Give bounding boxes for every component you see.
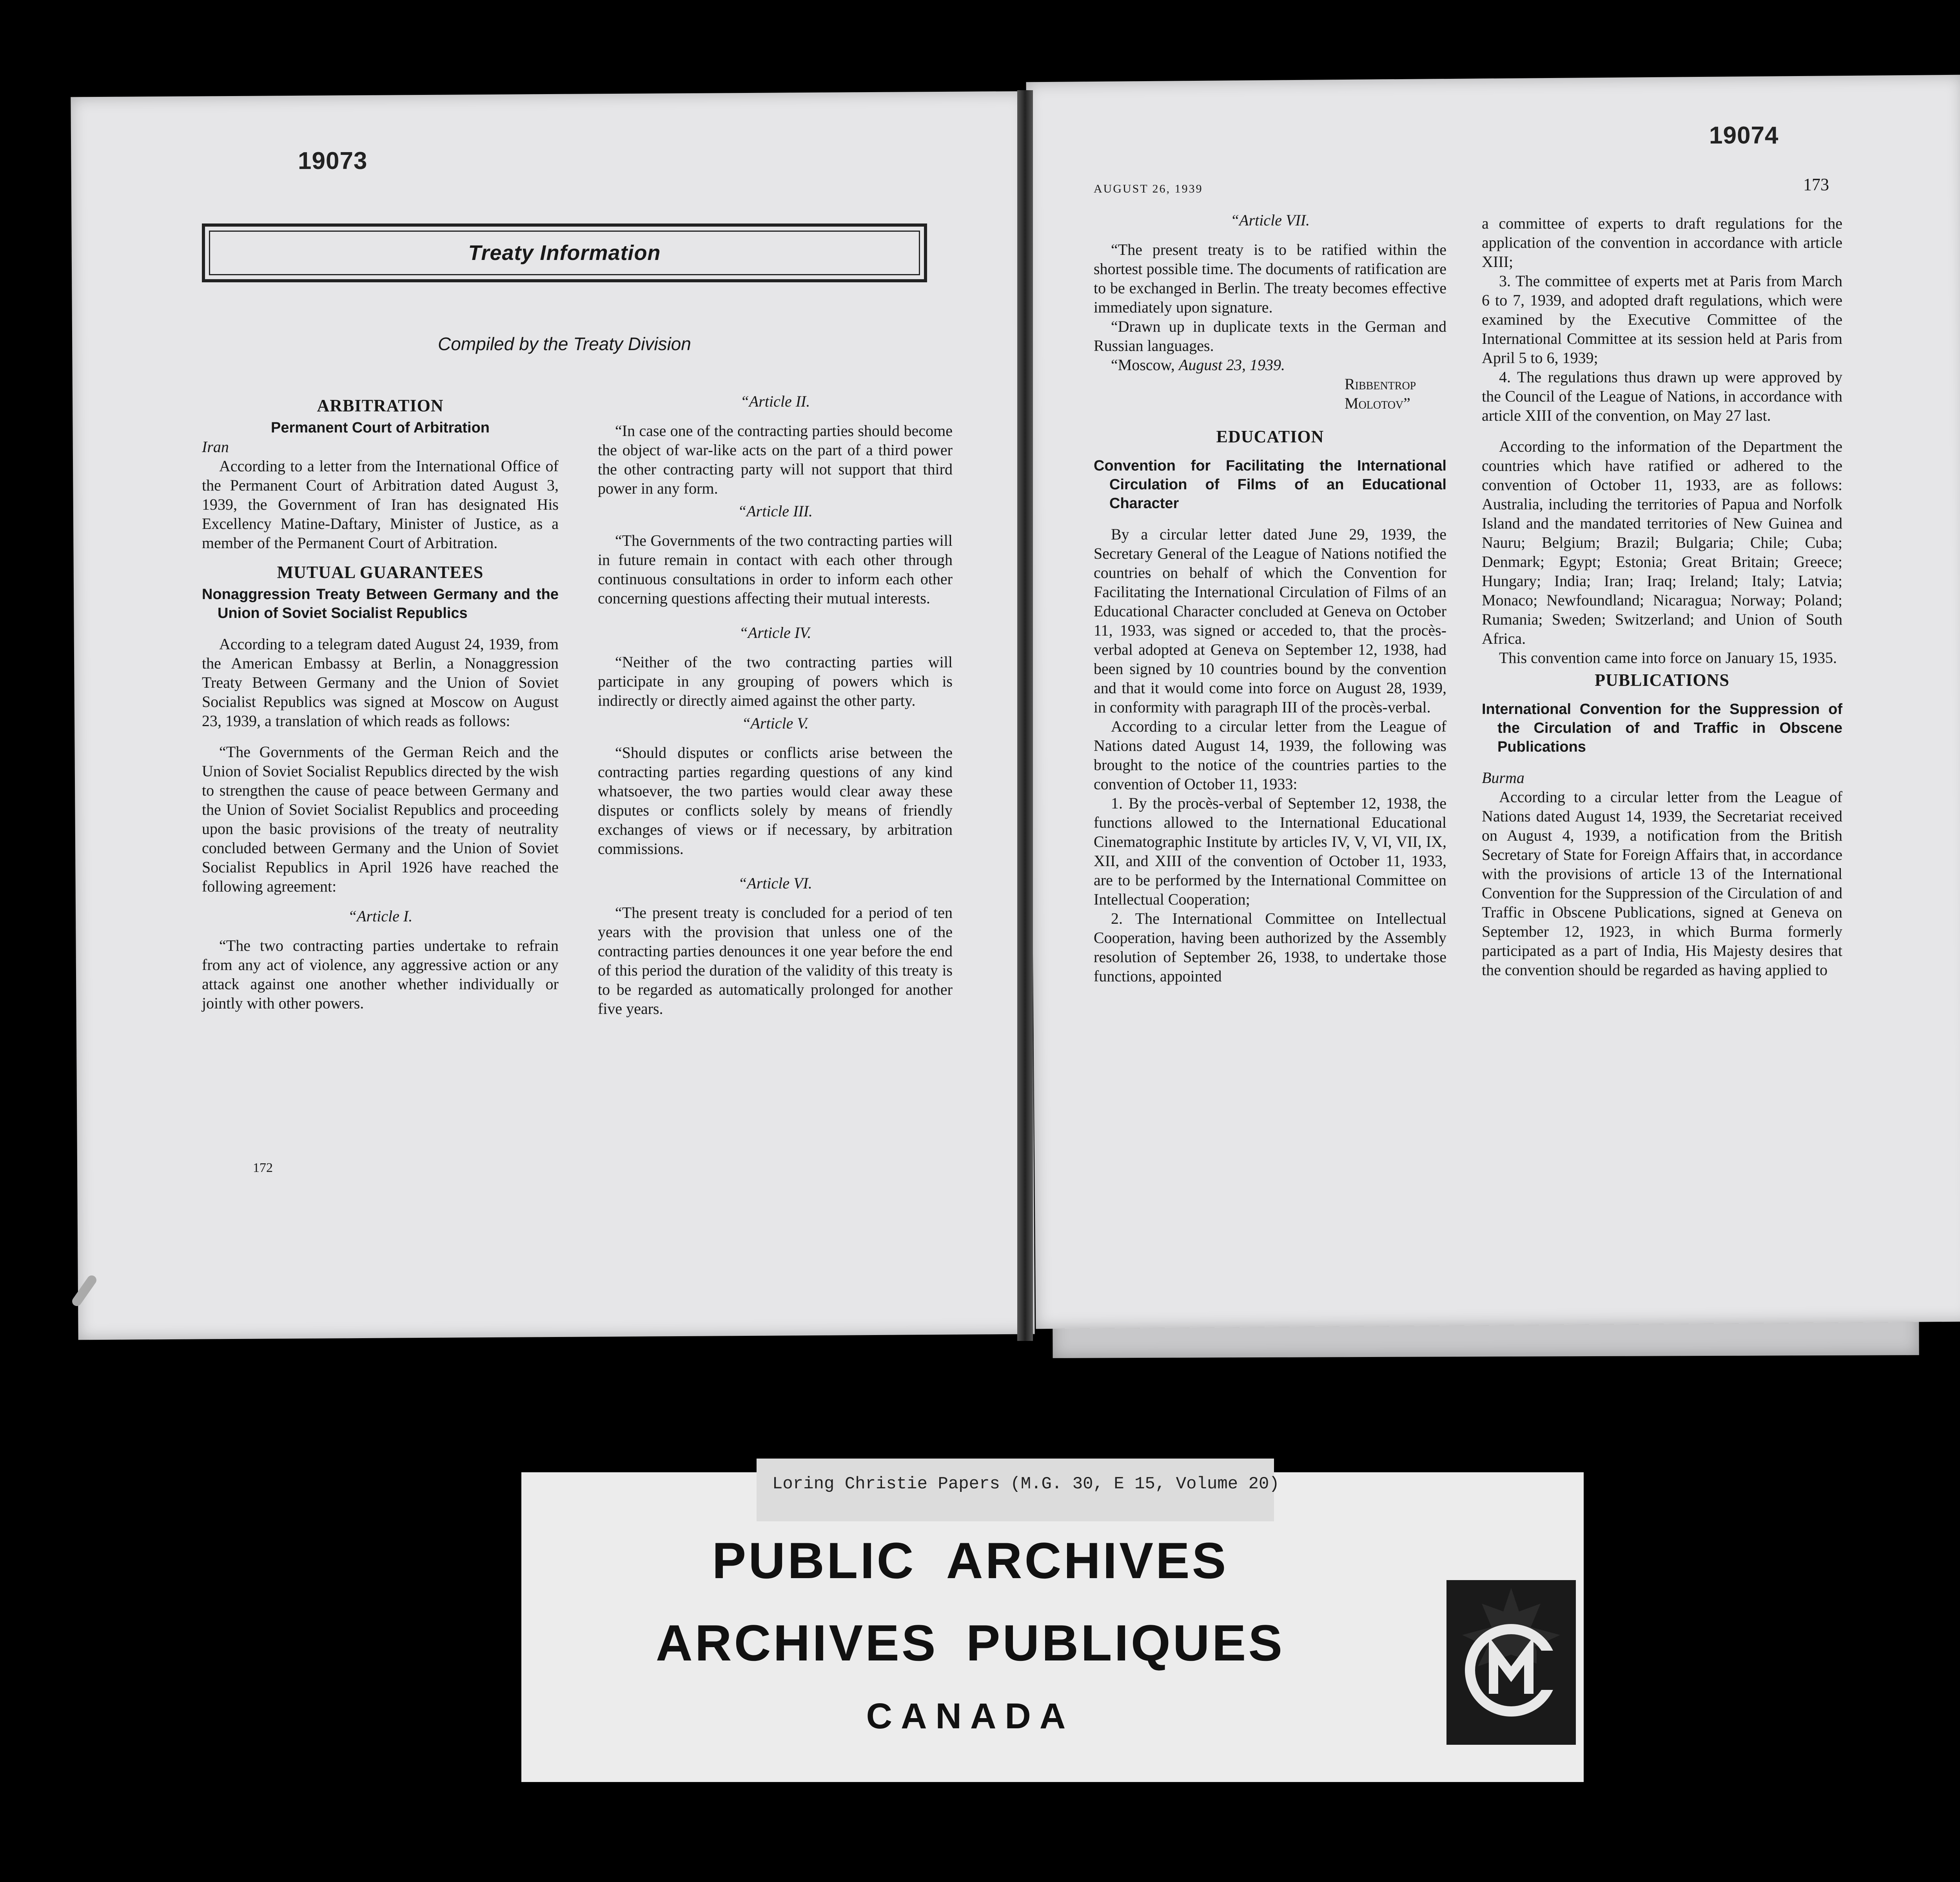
moscow-prefix: “Moscow,: [1111, 356, 1175, 374]
moscow-date: August 23, 1939.: [1178, 356, 1285, 374]
right-stamp-number: 19074: [1709, 122, 1779, 149]
article-1-text: “The two contracting parties undertake to refrain from any act of violence, any aggressive action or any attack against one another whether individually or jointly with other powers.: [202, 937, 559, 1012]
article-6-heading: “Article VI.: [738, 874, 812, 892]
right-page-number: 173: [1803, 175, 1829, 194]
mutual-guarantees-heading: MUTUAL GUARANTEES: [277, 563, 484, 582]
paris-meeting-para: 3. The committee of experts met at Paris from March 6 to 7, 1939, and adopted draft regulations, which were examined by the Executive Committee of the International Committee at its session held at Paris from April 5 to 6, 1939;: [1482, 272, 1842, 367]
archive-title-french: ARCHIVES PUBLIQUES: [655, 1614, 1285, 1671]
archives-logo: [1446, 1580, 1576, 1745]
committee-para: a committee of experts to draft regulations for the application of the convention in accordance with article XIII;: [1482, 214, 1842, 271]
left-col-1: [202, 396, 559, 1013]
iran-label: Iran: [202, 438, 229, 456]
education-para-1: By a circular letter dated June 29, 1939, the Secretary General of the League of Nations notified the countries on behalf of which the Convention for Facilitating the International Circulation of Films of an Educational Character concluded at Geneva on October 11, 1933, was signed or acceded to, that the procès-verbal adopted at Geneva on September 12, 1938, had been signed by 10 countries bound by the convention and that it would come into force on August 28, 1939, in conformity with paragraph III of the procès-verbal.: [1094, 525, 1446, 716]
archives-emblem-icon: [1446, 1580, 1576, 1745]
nonaggression-para-1: According to a telegram dated August 24, 1939, from the American Embassy at Berlin, a Nonaggression Treaty Between Germany and the Union of Soviet Socialist Republics was signed at Moscow on August 23, 1939, a translation of which reads as follows:: [202, 635, 559, 730]
article-3-heading: “Article III.: [737, 502, 813, 520]
archive-country: CANADA: [866, 1696, 1074, 1736]
ratified-countries-para: According to the information of the Department the countries which have ratified or adhered to the convention of October 11, 1933, are as follows: Australia, including the territories of Papua and Norfolk Island and the mandated territories of New Guinea and Nauru; Belgium; Brazil; Bulgaria; Chile; Cuba; Denmark; Egypt; Estonia; Great Britain; Greece; Hungary; India; Iran; Iraq; Ireland; Italy; Latvia; Monaco; Newfoundland; Nicaragua; Norway; Poland; Rumania; Sweden; Switzerland; and Union of South Africa.: [1482, 438, 1842, 647]
in-force-para: This convention came into force on January 15, 1935.: [1499, 649, 1837, 667]
article-4-heading: “Article IV.: [739, 624, 811, 641]
pca-heading: Permanent Court of Arbitration: [270, 420, 490, 436]
article-7-text: “The present treaty is to be ratified within the shortest possible time. The documents of ratification are to be exchanged in Berlin. The treaty becomes effective immediately upon signature.: [1094, 241, 1446, 316]
signer-molotov: Molotov”: [1345, 394, 1410, 412]
compiled-by: Compiled by the Treaty Division: [438, 334, 691, 354]
banner-inner-border: [209, 231, 920, 275]
iran-paragraph: According to a letter from the International Office of the Permanent Court of Arbitration dated August 3, 1939, the Government of Iran has designated His Excellency Matine-Daftary, Minister of Justice, as a member of the Permanent Court of Arbitration.: [202, 457, 559, 552]
archive-reference-label: Loring Christie Papers (M.G. 30, E 15, Volume 20): [772, 1474, 1279, 1494]
right-col-2: [1482, 214, 1842, 979]
publications-heading: PUBLICATIONS: [1595, 670, 1730, 690]
education-para-4: 2. The International Committee on Intellectual Cooperation, having been authorized by the Assembly resolution of September 26, 1938, to undertake those functions, appointed: [1094, 910, 1446, 985]
archive-title-english: PUBLIC ARCHIVES: [712, 1532, 1229, 1589]
signer-ribbentrop: Ribbentrop: [1345, 375, 1416, 393]
article-4-text: “Neither of the two contracting parties will participate in any grouping of powers which is indirectly or directly aimed against the other party.: [598, 653, 953, 709]
right-col-1: [1094, 204, 1446, 986]
burma-label: Burma: [1482, 769, 1524, 787]
article-6-text: “The present treaty is concluded for a period of ten years with the provision that unless one of the contracting parties denounces it one year before the end of this period the duration of the validity of this treaty is to be regarded as automatically prolonged for another five years.: [598, 904, 953, 1017]
article-5-text: “Should disputes or conflicts arise between the contracting parties regarding questions of any kind whatsoever, the two parties would clear away these disputes or conflicts solely by means of friendly exchanges of views or if necessary, by arbitration commissions.: [598, 744, 953, 857]
education-para-3: 1. By the procès-verbal of September 12, 1938, the functions allowed to the International Educational Cinematographic Institute by articles IV, V, VI, VII, IX, XII, and XIII of the convention of October 11, 1933, are to be performed by the International Committee on Intellectual Cooperation;: [1094, 794, 1446, 908]
moscow-line: [1094, 355, 1446, 374]
arbitration-heading: ARBITRATION: [317, 396, 444, 415]
education-heading: EDUCATION: [1216, 427, 1324, 446]
treaty-info-banner: [202, 223, 927, 282]
banner-title: Treaty Information: [468, 241, 661, 265]
obscene-publications-heading: International Convention for the Suppression of the Circulation of and Traffic in Obscene Publications: [1482, 701, 1842, 755]
nonaggression-para-2: “The Governments of the German Reich and the Union of Soviet Socialist Republics directed by the wish to strengthen the cause of peace between Germany and the Union of Soviet Socialist Republics and proceeding upon the basic provisions of the treaty of neutrality concluded between Germany and the Union of Soviet Socialist Republics in April 1926 have reached the following agreement:: [202, 743, 559, 895]
education-para-2: According to a circular letter from the League of Nations dated August 14, 1939, the following was brought to the notice of the countries parties to the convention of October 11, 1933:: [1094, 718, 1446, 793]
article-1-heading: “Article I.: [348, 907, 413, 925]
date-header: AUGUST 26, 1939: [1094, 182, 1203, 195]
article-5-heading: “Article V.: [742, 714, 809, 732]
book-spine: [1017, 90, 1033, 1341]
left-stamp-number: 19073: [298, 147, 368, 174]
article-7-heading: “Article VII.: [1230, 211, 1310, 229]
drawn-up-text: “Drawn up in duplicate texts in the German and Russian languages.: [1094, 318, 1446, 354]
films-convention-heading: Convention for Facilitating the International Circulation of Films of an Educational Character: [1094, 458, 1446, 512]
article-2-text: “In case one of the contracting parties should become the object of war-like acts on the part of a third power the other contracting party will not support that third power in any form.: [598, 422, 953, 497]
left-page-number: 172: [253, 1161, 273, 1175]
nonaggression-heading: Nonaggression Treaty Between Germany and the Union of Soviet Socialist Republics: [202, 586, 559, 621]
article-3-text: “The Governments of the two contracting parties will in future remain in contact with each other through continuous consultations in order to inform each other concerning questions affecting their mutual interests.: [598, 532, 953, 607]
regulations-para: 4. The regulations thus drawn up were approved by the Council of the League of Nations, in accordance with article XIII of the convention, on May 27 last.: [1482, 368, 1842, 424]
article-2-heading: “Article II.: [740, 392, 810, 410]
burma-para: According to a circular letter from the League of Nations dated August 14, 1939, the Secretariat received on August 4, 1939, a notification from the British Secretary of State for Foreign Affairs that, in accordance with the provisions of article 13 of the International Convention for the Suppression of the Circulation of and Traffic in Obscene Publications, signed at Geneva on September 12, 1923, in which Burma formerly participated as a part of India, His Majesty desires that the convention should be regarded as having applied to: [1482, 788, 1842, 979]
left-col-2: [598, 392, 953, 1018]
